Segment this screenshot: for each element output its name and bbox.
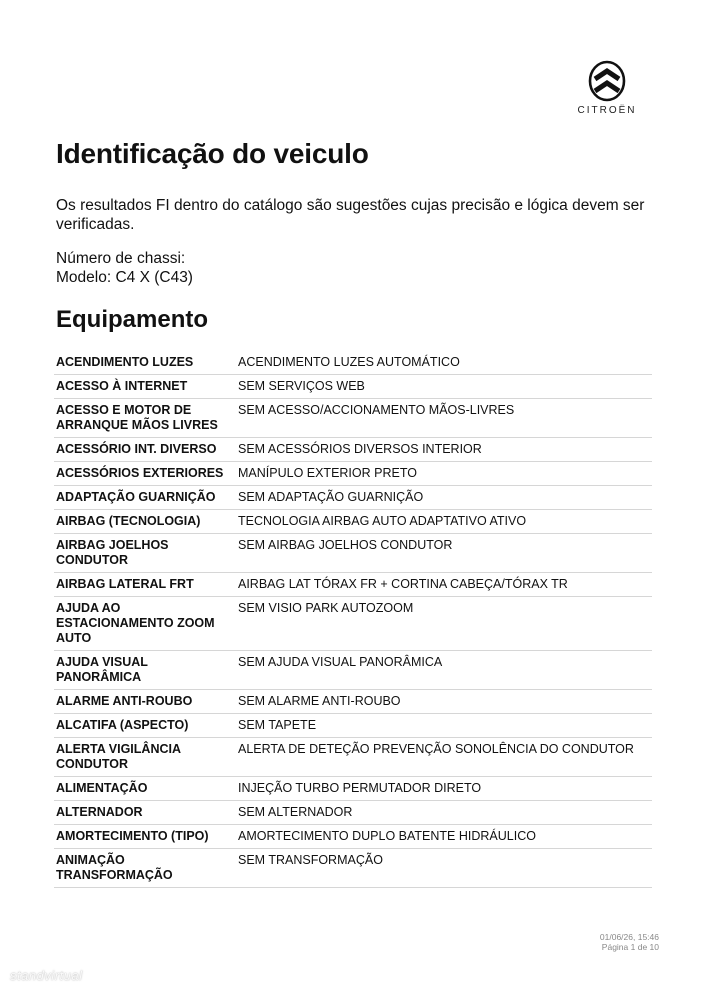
- equipment-key: ALARME ANTI-ROUBO: [54, 690, 234, 714]
- watermark: standvirtual: [10, 968, 83, 983]
- equipment-key: ACESSÓRIO INT. DIVERSO: [54, 438, 234, 462]
- equipment-row: [54, 825, 652, 849]
- equipment-value: INJEÇÃO TURBO PERMUTADOR DIRETO: [234, 777, 652, 801]
- equipment-value: SEM ADAPTAÇÃO GUARNIÇÃO: [234, 486, 652, 510]
- equipment-key: AIRBAG JOELHOS CONDUTOR: [54, 534, 234, 573]
- equipment-table: [54, 351, 652, 888]
- equipment-value: TECNOLOGIA AIRBAG AUTO ADAPTATIVO ATIVO: [234, 510, 652, 534]
- page-number: Página 1 de 10: [601, 942, 659, 952]
- equipment-key: ALCATIFA (ASPECTO): [54, 714, 234, 738]
- intro-text: Os resultados FI dentro do catálogo são sugestões cujas precisão e lógica devem ser verificadas.: [56, 197, 645, 233]
- equipment-value: ACENDIMENTO LUZES AUTOMÁTICO: [234, 351, 652, 375]
- equipment-row: [54, 438, 652, 462]
- equipment-table-body: [54, 351, 652, 888]
- equipment-row: [54, 738, 652, 777]
- model-label: Modelo: C4 X (C43): [56, 269, 193, 286]
- equipment-value: AMORTECIMENTO DUPLO BATENTE HIDRÁULICO: [234, 825, 652, 849]
- equipment-value: SEM AIRBAG JOELHOS CONDUTOR: [234, 534, 652, 573]
- chassis-label: Número de chassi:: [56, 250, 186, 267]
- equipment-key: AJUDA AO ESTACIONAMENTO ZOOM AUTO: [54, 597, 234, 651]
- equipment-value: SEM ACESSÓRIOS DIVERSOS INTERIOR: [234, 438, 652, 462]
- equipment-value: SEM AJUDA VISUAL PANORÂMICA: [234, 651, 652, 690]
- equipment-row: [54, 486, 652, 510]
- equipment-value: SEM ACESSO/ACCIONAMENTO MÃOS-LIVRES: [234, 399, 652, 438]
- equipment-row: [54, 573, 652, 597]
- equipment-row: [54, 597, 652, 651]
- equipment-value: SEM TAPETE: [234, 714, 652, 738]
- equipment-value: ALERTA DE DETEÇÃO PREVENÇÃO SONOLÊNCIA DO CONDUTOR: [234, 738, 652, 777]
- equipment-row: [54, 651, 652, 690]
- equipment-key: ANIMAÇÃO TRANSFORMAÇÃO: [54, 849, 234, 888]
- equipment-row: [54, 690, 652, 714]
- equipment-row: [54, 462, 652, 486]
- equipment-value: AIRBAG LAT TÓRAX FR + CORTINA CABEÇA/TÓRAX TR: [234, 573, 652, 597]
- equipment-key: AIRBAG (TECNOLOGIA): [54, 510, 234, 534]
- equipment-key: AJUDA VISUAL PANORÂMICA: [54, 651, 234, 690]
- page-footer: [600, 932, 659, 952]
- vehicle-info: [56, 249, 193, 287]
- equipment-key: ACESSO À INTERNET: [54, 375, 234, 399]
- equipment-heading: Equipamento: [56, 306, 209, 333]
- equipment-value: SEM TRANSFORMAÇÃO: [234, 849, 652, 888]
- equipment-row: [54, 534, 652, 573]
- equipment-key: ACESSÓRIOS EXTERIORES: [54, 462, 234, 486]
- equipment-row: [54, 399, 652, 438]
- equipment-value: SEM ALARME ANTI-ROUBO: [234, 690, 652, 714]
- page-title: Identificação do veiculo: [56, 138, 369, 169]
- equipment-row: [54, 714, 652, 738]
- equipment-row: [54, 375, 652, 399]
- equipment-key: ALTERNADOR: [54, 801, 234, 825]
- equipment-row: [54, 351, 652, 375]
- equipment-row: [54, 777, 652, 801]
- equipment-value: SEM VISIO PARK AUTOZOOM: [234, 597, 652, 651]
- citroen-chevrons-icon: [587, 60, 627, 102]
- equipment-key: ACESSO E MOTOR DE ARRANQUE MÃOS LIVRES: [54, 399, 234, 438]
- equipment-value: SEM ALTERNADOR: [234, 801, 652, 825]
- equipment-key: ALERTA VIGILÂNCIA CONDUTOR: [54, 738, 234, 777]
- print-date: 01/06/26, 15:46: [599, 932, 659, 942]
- equipment-row: [54, 849, 652, 888]
- equipment-row: [54, 510, 652, 534]
- equipment-key: ALIMENTAÇÃO: [54, 777, 234, 801]
- equipment-key: AMORTECIMENTO (TIPO): [54, 825, 234, 849]
- equipment-value: SEM SERVIÇOS WEB: [234, 375, 652, 399]
- equipment-key: AIRBAG LATERAL FRT: [54, 573, 234, 597]
- equipment-key: ACENDIMENTO LUZES: [54, 351, 234, 375]
- brand-name: CITROËN: [577, 105, 637, 116]
- citroen-logo: [567, 60, 647, 116]
- equipment-key: ADAPTAÇÃO GUARNIÇÃO: [54, 486, 234, 510]
- equipment-row: [54, 801, 652, 825]
- equipment-value: MANÍPULO EXTERIOR PRETO: [234, 462, 652, 486]
